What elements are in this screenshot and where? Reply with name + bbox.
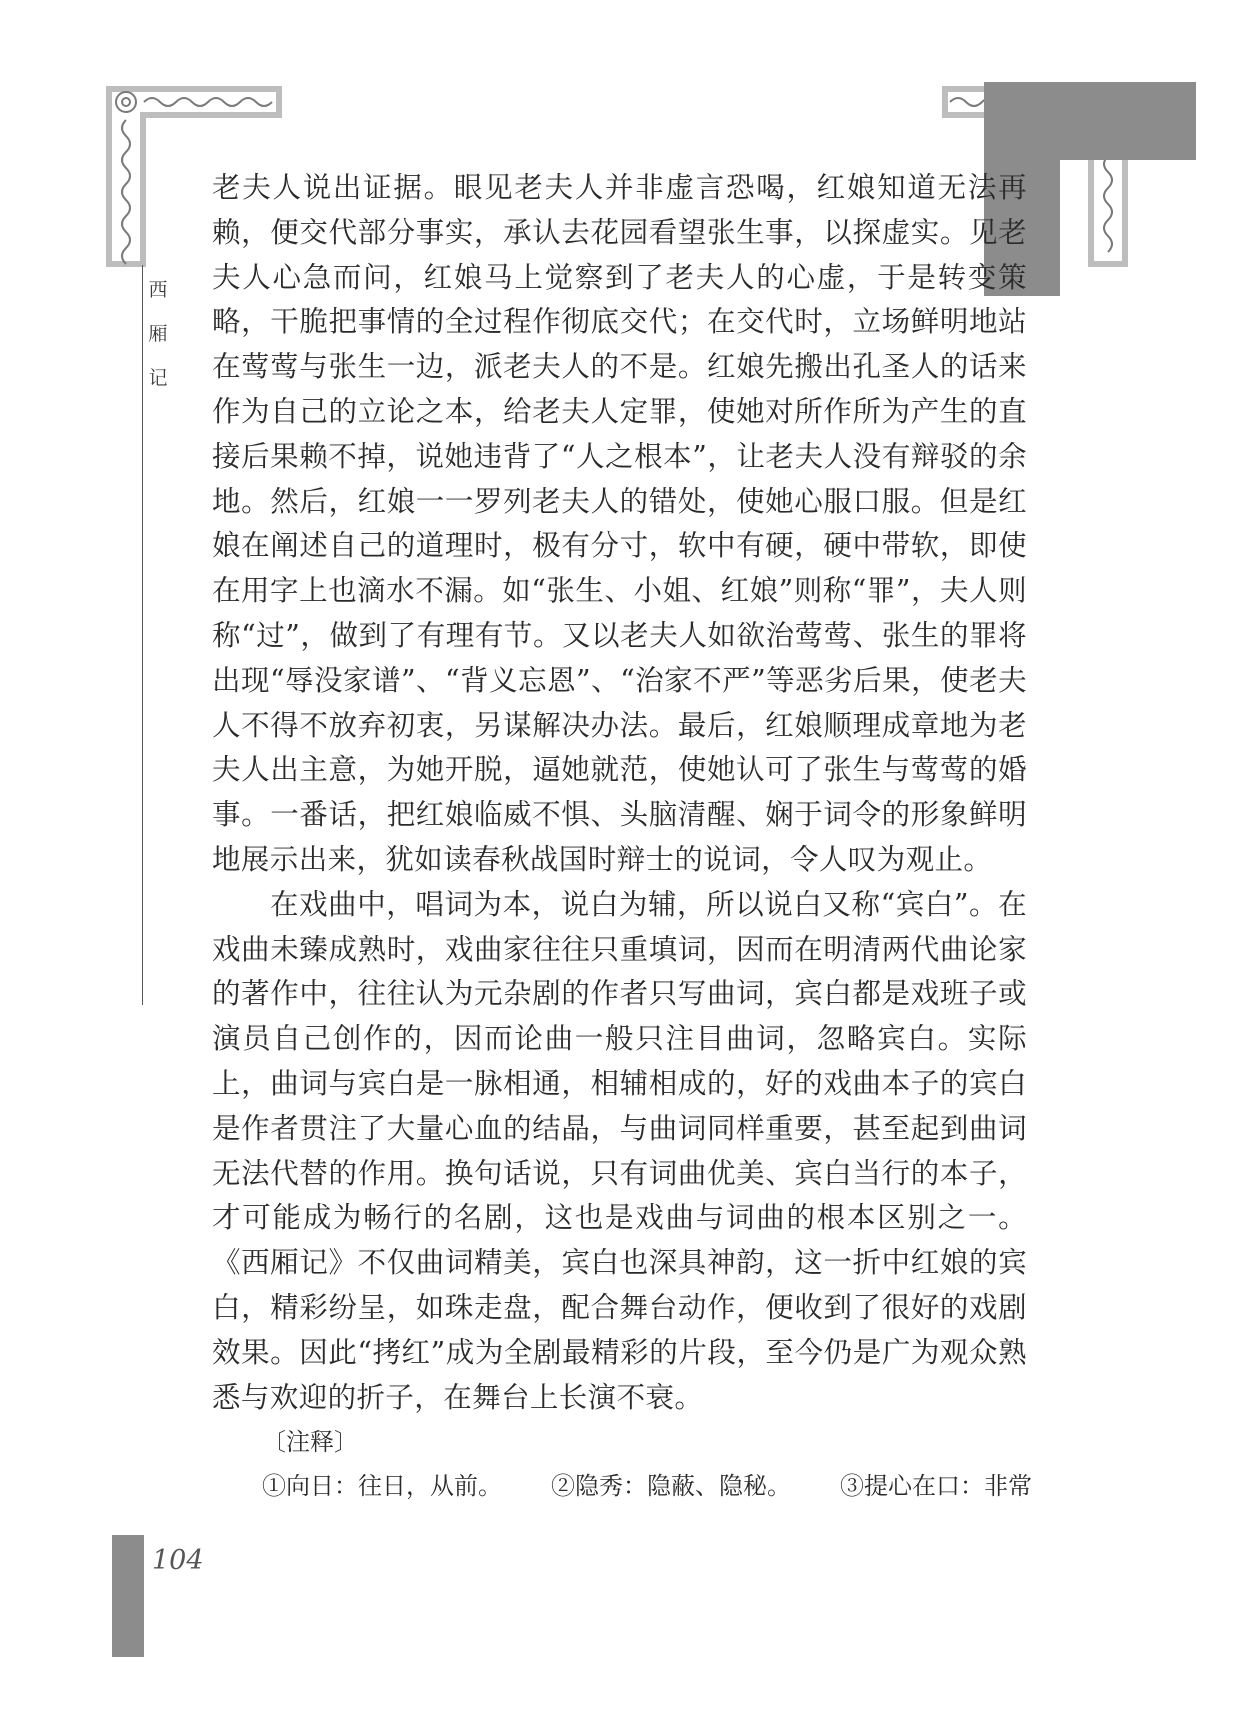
running-title-char: 厢 [148, 323, 168, 345]
paragraph: 在戏曲中，唱词为本，说白为辅，所以说白又称“宾白”。在戏曲未臻成熟时，戏曲家往往只重填词，因而在明清两代曲论家的著作中，往往认为元杂剧的作者只写曲词，宾白都是戏班子或演员自己创作的，因而论曲一般只注目曲词，忽略宾白。实际上，曲词与宾白是一脉相通，相辅相成的，好的戏曲本子的宾白是作者贯注了大量心血的结晶，与曲词同样重要，甚至起到曲词无法代替的作用。换句话说，只有词曲优美、宾白当行的本子，才可能成为畅行的名剧，这也是戏曲与词曲的根本区别之一。《西厢记》不仅曲词精美，宾白也深具神韵，这一折中红娘的宾白，精彩纷呈，如珠走盘，配合舞台动作，便收到了很好的戏剧效果。因此“拷红”成为全剧最精彩的片段，至今仍是广为观众熟悉与欢迎的折子，在舞台上长演不衰。 [212, 887, 1027, 1414]
running-title [148, 268, 168, 400]
body-text [212, 166, 1027, 1420]
note-item: ③提心在口：非常 [840, 1472, 1032, 1500]
notes-row [262, 1464, 1032, 1508]
notes-section [262, 1420, 1032, 1508]
running-title-char: 记 [148, 367, 168, 389]
notes-heading: 〔注释〕 [262, 1428, 358, 1456]
paragraph-continued: 老夫人说出证据。眼见老夫人并非虚言恐喝，红娘知道无法再赖，便交代部分事实，承认去花园看望张生事，以探虚实。见老夫人心急而问，红娘马上觉察到了老夫人的心虚，于是转变策略，干脆把事情的全过程作彻底交代；在交代时，立场鲜明地站在莺莺与张生一边，派老夫人的不是。红娘先搬出孔圣人的话来作为自己的立论之本，给老夫人定罪，使她对所作所为产生的直接后果赖不掉，说她违背了“人之根本”，让老夫人没有辩驳的余地。然后，红娘一一罗列老夫人的错处，使她心服口服。但是红娘在阐述自己的道理时，极有分寸，软中有硬，硬中带软，即使在用字上也滴水不漏。如“张生、小姐、红娘”则称“罪”，夫人则称“过”，做到了有理有节。又以老夫人如欲治莺莺、张生的罪将出现“辱没家谱”、“背义忘恩”、“治家不严”等恶劣后果，使老夫人不得不放弃初衷，另谋解决办法。最后，红娘顺理成章地为老夫人出主意，为她开脱，逼她就范，使她认可了张生与莺莺的婚事。一番话，把红娘临威不惧、头脑清醒、娴于词令的形象鲜明地展示出来，犹如读春秋战国时辩士的说词，令人叹为观止。 [212, 171, 1027, 876]
note-item: ①向日：往日，从前。 [262, 1472, 502, 1500]
header-gray-block [984, 82, 1196, 160]
note-item: ②隐秀：隐蔽、隐秘。 [551, 1472, 791, 1500]
running-title-char: 西 [148, 279, 168, 301]
page-number: 104 [152, 1545, 204, 1576]
footer-gray-block [112, 1535, 144, 1657]
side-rule [142, 265, 143, 1005]
